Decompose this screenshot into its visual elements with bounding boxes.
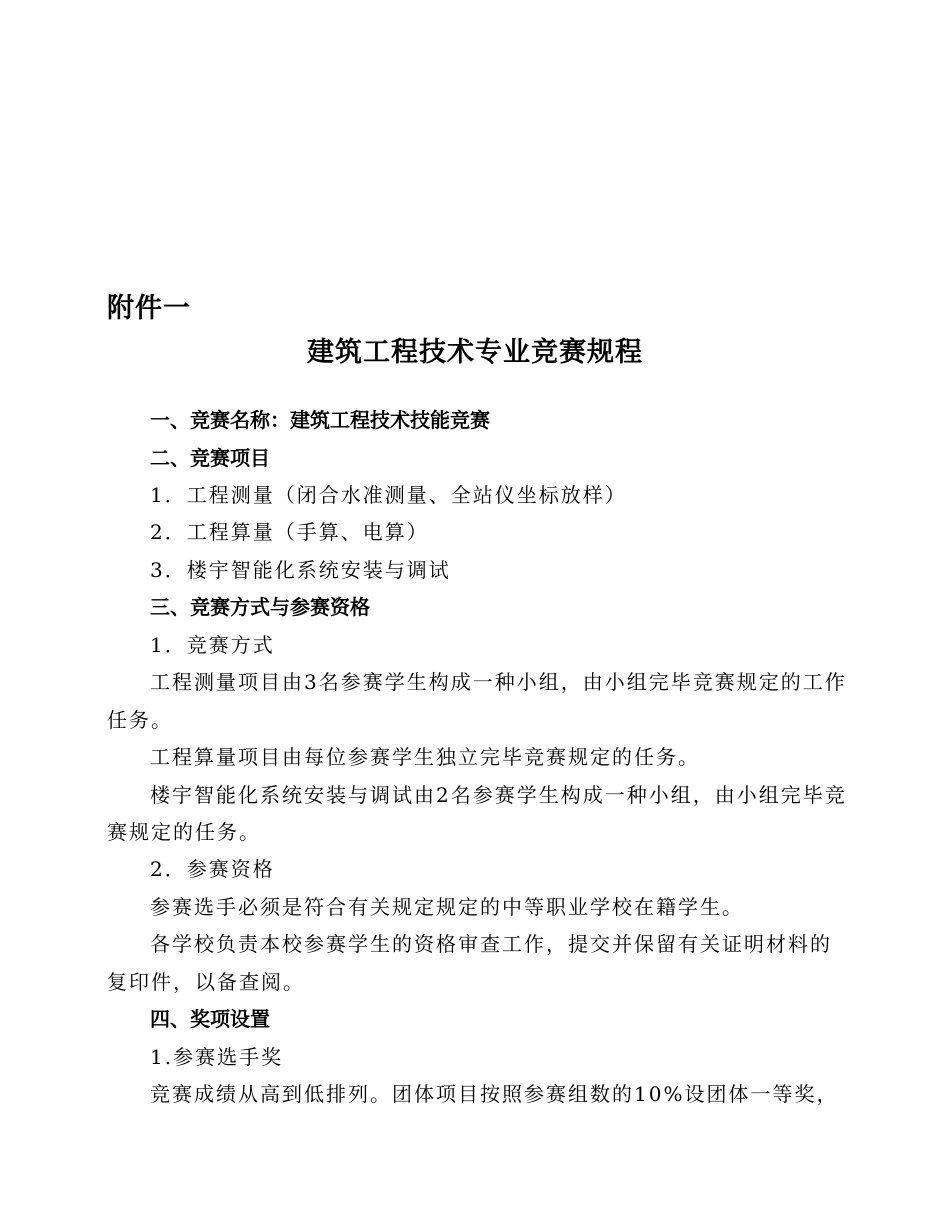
list-item: 3．楼宇智能化系统安装与调试 xyxy=(150,558,451,582)
subheading-eligibility: 2．参赛资格 xyxy=(150,857,275,881)
paragraph-line: 任务。 xyxy=(107,708,173,732)
section-heading-competition-items: 二、竞赛项目 xyxy=(150,446,270,470)
document-title: 建筑工程技术专业竞赛规程 xyxy=(307,337,643,368)
paragraph-line: 工程算量项目由每位参赛学生独立完毕竞赛规定的任务。 xyxy=(150,745,700,769)
attachment-label: 附件一 xyxy=(107,293,191,324)
subheading-contestant-awards: 1.参赛选手奖 xyxy=(150,1045,284,1069)
paragraph-line: 赛规定的任务。 xyxy=(107,820,261,844)
paragraph-line: 竞赛成绩从高到低排列。团体项目按照参赛组数的10%设团体一等奖， xyxy=(150,1082,839,1106)
section-heading-competition-name: 一、竞赛名称：建筑工程技术技能竞赛 xyxy=(150,408,490,432)
list-item: 1．工程测量（闭合水准测量、全站仪坐标放样） xyxy=(150,483,627,507)
paragraph-line: 复印件，以备查阅。 xyxy=(107,970,305,994)
list-item: 2．工程算量（手算、电算） xyxy=(150,520,429,544)
paragraph-line: 楼宇智能化系统安装与调试由2名参赛学生构成一种小组，由小组完毕竞 xyxy=(150,783,847,807)
paragraph-line: 各学校负责本校参赛学生的资格审查工作，提交并保留有关证明材料的 xyxy=(150,932,832,956)
paragraph-line: 参赛选手必须是符合有关规定规定的中等职业学校在籍学生。 xyxy=(150,895,744,919)
section-heading-awards: 四、奖项设置 xyxy=(150,1007,270,1031)
paragraph-line: 工程测量项目由3名参赛学生构成一种小组，由小组完毕竞赛规定的工作 xyxy=(150,670,847,694)
section-heading-method-eligibility: 三、竞赛方式与参赛资格 xyxy=(150,595,370,619)
subheading-competition-method: 1．竞赛方式 xyxy=(150,633,275,657)
